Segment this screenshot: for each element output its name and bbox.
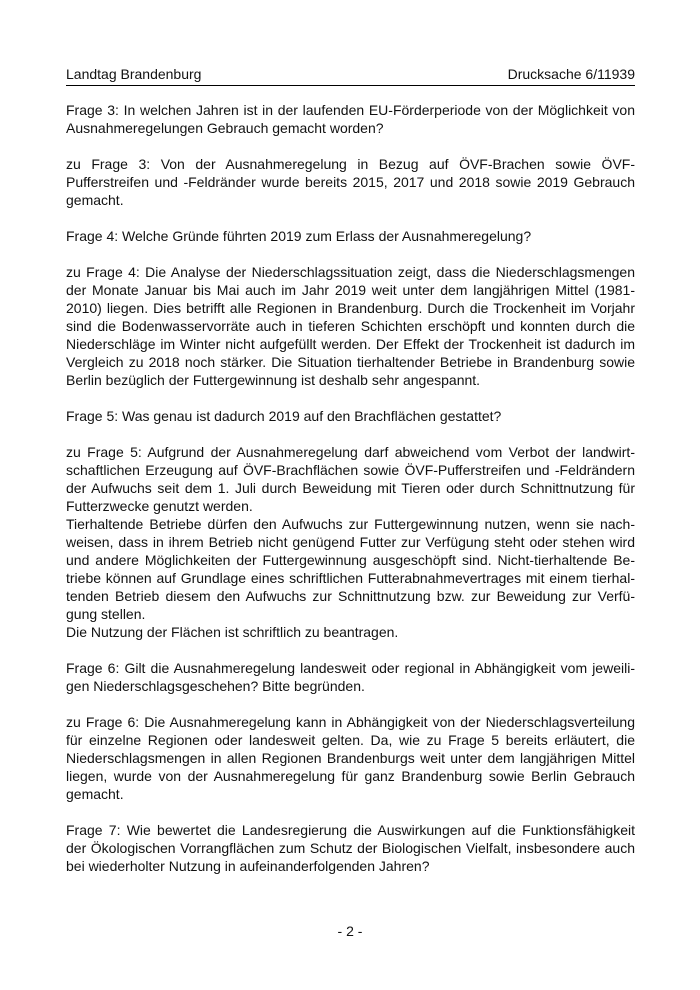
header-document-number: Drucksache 6/11939: [507, 66, 635, 82]
answer-5-part-2: Tierhaltende Betriebe dürfen den Aufwuchs zur Futtergewinnung nutzen, wenn sie nachweisen, dass in ihrem Betrieb nicht genügend Futter zur Verfügung steht oder stehen wird und andere Möglichkeiten der Futtergewinnung ausgeschöpft sind. Nicht-tierhaltende Betriebe können auf Grundlage eines schriftlichen Futterabnahmevertrages mit einem tierhaltenden Betrieb diesem den Aufwuchs zur Schnittnutzung bzw. zur Beweidung zur Verfügung stellen.: [66, 516, 635, 622]
answer-5-part-1: zu Frage 5: Aufgrund der Ausnahmeregelung darf abweichend vom Verbot der landwirtschaftlichen Erzeugung auf ÖVF-Brachflächen sowie ÖVF-Pufferstreifen und -Feldrändern der Aufwuchs seit dem 1. Juli durch Beweidung mit Tieren oder durch Schnittnutzung für Futterzwecke genutzt werden.: [66, 444, 635, 514]
page-number: - 2 -: [337, 923, 363, 939]
question-6: Frage 6: Gilt die Ausnahmeregelung landesweit oder regional in Abhängigkeit vom jeweiligen Niederschlagsgeschehen? Bitte begründen.: [66, 660, 635, 694]
answer-6: zu Frage 6: Die Ausnahmeregelung kann in Abhängigkeit von der Niederschlagsverteilung für einzelne Regionen oder landesweit gelten. Da, wie zu Frage 5 bereits erläutert, die Niederschlagsmengen in allen Regionen Brandenburgs weit unter dem langjährigen Mittel liegen, wurde von der Ausnahmeregelung für ganz Brandenburg sowie Berlin Gebrauch gemacht.: [66, 714, 635, 802]
answer-5-part-3: Die Nutzung der Flächen ist schriftlich zu beantragen.: [66, 624, 399, 640]
document-body: [66, 101, 635, 893]
question-4: Frage 4: Welche Gründe führten 2019 zum Erlass der Ausnahmeregelung?: [66, 228, 532, 244]
question-3: Frage 3: In welchen Jahren ist in der laufenden EU-Förderperiode von der Möglichkeit von Ausnahmeregelungen Gebrauch gemacht worden?: [66, 102, 635, 136]
answer-3: zu Frage 3: Von der Ausnahmeregelung in Bezug auf ÖVF-Brachen sowie ÖVF-Pufferstreifen und -Feldränder wurde bereits 2015, 2017 und 2018 sowie 2019 Gebrauch gemacht.: [66, 156, 635, 208]
page-header: [66, 66, 635, 86]
answer-4: zu Frage 4: Die Analyse der Niederschlagssituation zeigt, dass die Niederschlagsmengen der Monate Januar bis Mai auch im Jahr 2019 weit unter dem langjährigen Mittel (1981-2010) liegen. Dies betrifft alle Regionen in Brandenburg. Durch die Trockenheit im Vorjahr sind die Bodenwasservorräte auch in tieferen Schichten erschöpft und konnten durch die Niederschläge im Winter nicht aufgefüllt werden. Der Effekt der Trockenheit ist dadurch im Vergleich zu 2018 noch stärker. Die Situation tierhaltender Betriebe in Brandenburg sowie Berlin bezüglich der Futtergewinnung ist deshalb sehr angespannt.: [66, 264, 635, 388]
question-5: Frage 5: Was genau ist dadurch 2019 auf den Brachflächen gestattet?: [66, 408, 502, 424]
question-7: Frage 7: Wie bewertet die Landesregierung die Auswirkungen auf die Funktionsfähigkeit der Ökologischen Vorrangflächen zum Schutz der Biologischen Vielfalt, insbesondere auch bei wiederholter Nutzung in aufeinanderfolgenden Jahren?: [66, 822, 635, 874]
header-institution: Landtag Brandenburg: [66, 66, 202, 82]
